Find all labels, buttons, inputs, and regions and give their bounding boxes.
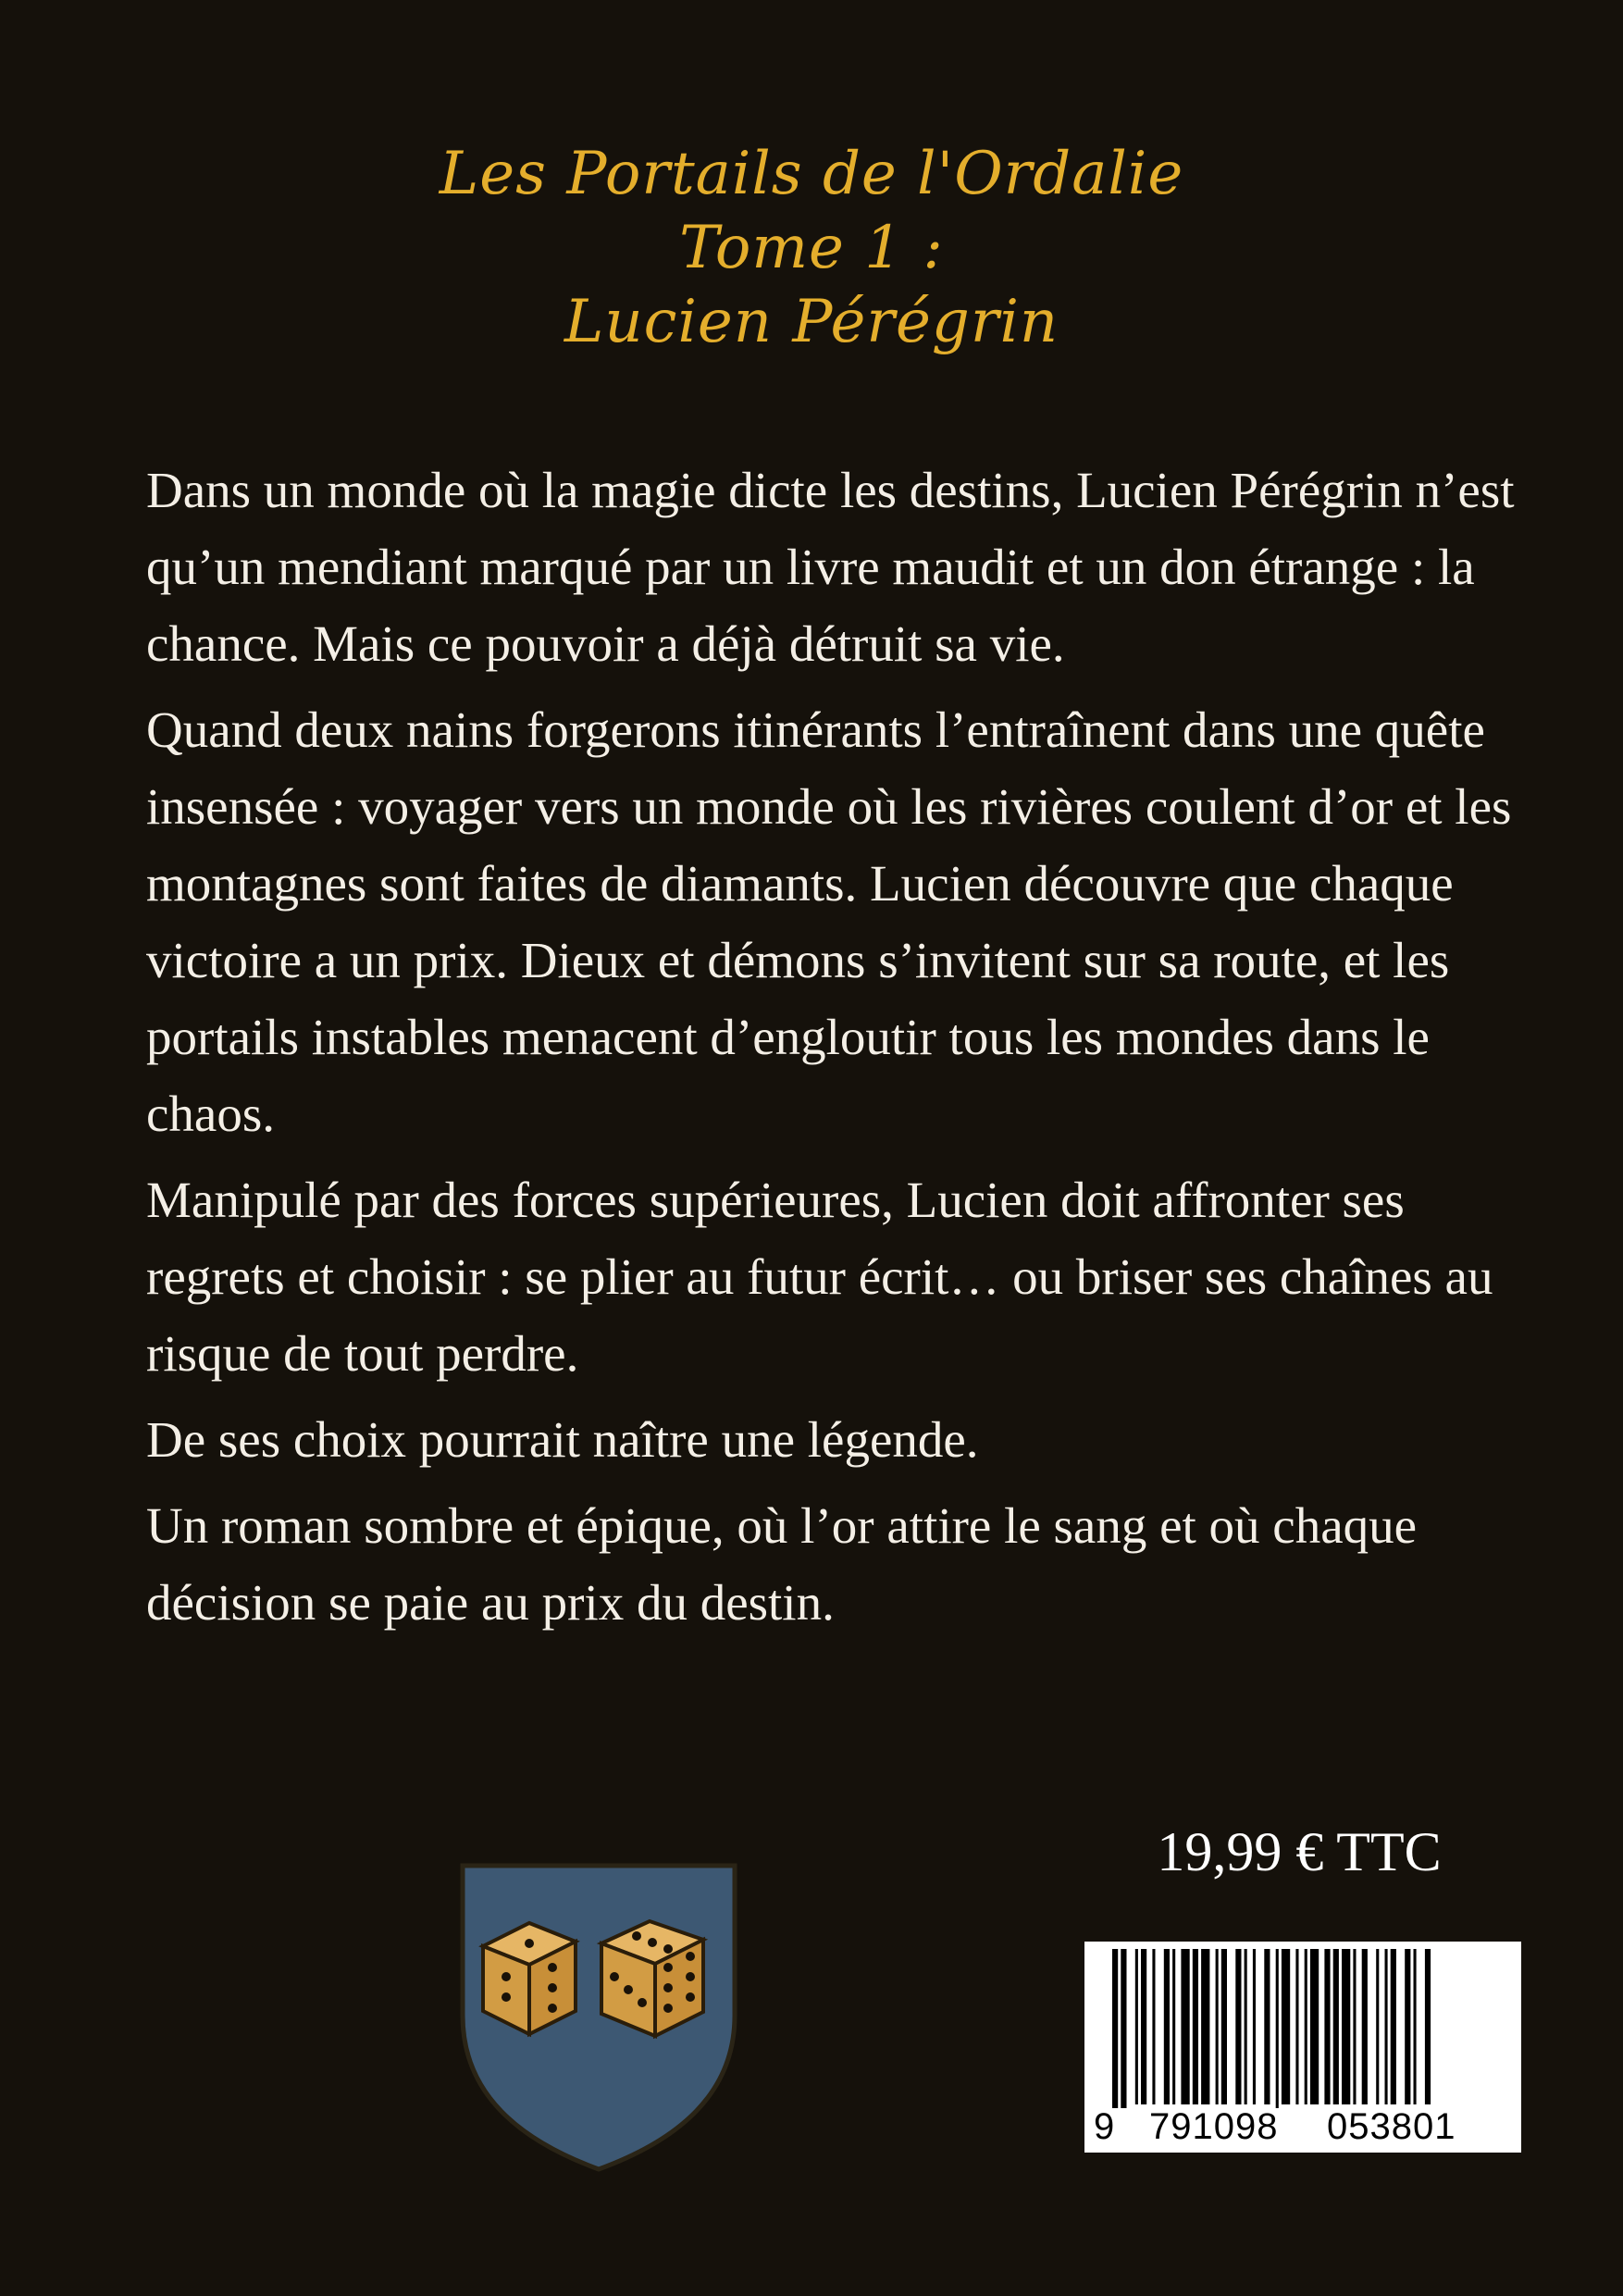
barcode-bar: [1362, 1949, 1368, 2104]
barcode-bar: [1164, 1949, 1170, 2104]
barcode-bar: [1264, 1949, 1270, 2104]
barcode-bar: [1201, 1949, 1209, 2104]
barcode-bar: [1282, 1949, 1290, 2104]
barcode-bar: [1391, 1949, 1396, 2104]
barcode-bar: [1385, 1949, 1388, 2104]
barcode-bar: [1414, 1949, 1417, 2104]
barcode-bar: [1324, 1949, 1330, 2104]
isbn-barcode: [1084, 1942, 1521, 2153]
die-left-icon: [483, 1923, 576, 2034]
blurb-paragraph: Manipulé par des forces supérieures, Lucien doit affronter ses regrets et choisir : se plier au futur écrit… ou briser ses chaînes au risque de tout perdre.: [146, 1172, 1493, 1382]
barcode-bar: [1245, 1949, 1247, 2104]
barcode-bar: [1152, 1949, 1155, 2104]
isbn-right-digits: 053801: [1327, 2106, 1456, 2147]
book-title: [0, 137, 1623, 359]
barcode-bar: [1141, 1949, 1146, 2104]
barcode-bar: [1342, 1949, 1350, 2104]
blurb-paragraph: Quand deux nains forgerons itinérants l’entraînent dans une quête insensée : voyager vers un monde où les rivières coulent d’or et les montagnes sont faites de diamants. Lucien découvre que chaque victoire a un prix. Dieux et démons s’invitent sur sa route, et les portails instables menacent d’engloutir tous les mondes dans le chaos.: [146, 701, 1512, 1142]
barcode-bars: [1084, 1942, 1521, 2108]
barcode-bar: [1135, 1949, 1138, 2104]
blurb-paragraph: De ses choix pourrait naître une légende.: [146, 1411, 979, 1468]
volume-title: Lucien Pérégrin: [564, 288, 1059, 356]
isbn-digits: [1084, 2104, 1521, 2149]
barcode-bar: [1181, 1949, 1189, 2104]
barcode-bar: [1353, 1949, 1356, 2104]
price-label: 19,99 € TTC: [1157, 1821, 1442, 1882]
barcode-bar: [1172, 1949, 1175, 2104]
blurb-paragraph: Dans un monde où la magie dicte les destins, Lucien Pérégrin n’est qu’un mendiant marqué par un livre maudit et un don étrange : la chance. Mais ce pouvoir a déjà détruit sa vie.: [146, 462, 1515, 672]
die-right-icon: [601, 1921, 703, 2036]
isbn-left-digits: 791098: [1149, 2106, 1279, 2147]
barcode-bar: [1193, 1949, 1198, 2104]
barcode-bar: [1405, 1949, 1410, 2104]
barcode-bar: [1305, 1949, 1307, 2104]
barcode-bar: [1276, 1949, 1279, 2108]
barcode-bar: [1310, 1949, 1319, 2104]
barcode-bar: [1221, 1949, 1227, 2104]
blurb-paragraph: Un roman sombre et épique, où l’or attire le sang et où chaque décision se paie au prix du destin.: [146, 1497, 1418, 1631]
back-cover-blurb: [146, 452, 1534, 1650]
barcode-bar: [1216, 1949, 1219, 2104]
barcode-bar: [1112, 1949, 1118, 2108]
barcode-bar: [1295, 1949, 1298, 2104]
shield-with-dice-icon: [455, 1858, 742, 2175]
barcode-bar: [1235, 1949, 1241, 2104]
barcode-bar: [1121, 1949, 1126, 2108]
series-title: Les Portails de l'Ordalie: [439, 140, 1184, 208]
barcode-bar: [1333, 1949, 1339, 2104]
barcode-bar: [1253, 1949, 1256, 2104]
volume-label: Tome 1 :: [679, 214, 944, 282]
barcode-bar: [1425, 1949, 1431, 2104]
isbn-lead-digit: 9: [1094, 2106, 1115, 2147]
barcode-bar: [1376, 1949, 1379, 2104]
